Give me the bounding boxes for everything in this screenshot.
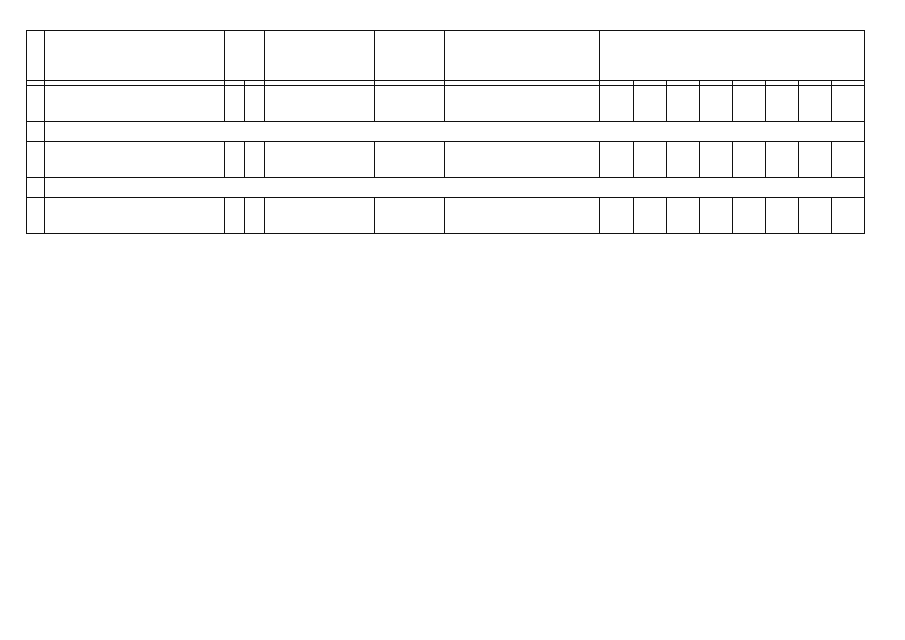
indicator-cell [445,198,600,234]
task-title [45,122,865,142]
row-number [27,86,45,122]
value-2019-cell [799,86,832,122]
executor-cell [265,142,375,178]
task-number [27,178,45,198]
header-tasks [45,31,225,81]
task-row [27,178,865,198]
value-2015-cell [667,86,700,122]
measure-cell [45,198,225,234]
indicator-cell [445,86,600,122]
task-row [27,122,865,142]
value-2016-cell [700,86,733,122]
total-cell [600,142,634,178]
value-2018-cell [766,142,799,178]
value-2020-cell [832,86,865,122]
table-row [27,198,865,234]
value-2014-cell [634,142,667,178]
value-2019-cell [799,142,832,178]
value-2016-cell [700,198,733,234]
value-2018-cell [766,86,799,122]
funding-cell [375,86,445,122]
header-period [225,31,265,81]
funding-cell [375,198,445,234]
start-year-cell [225,142,245,178]
value-2017-cell [733,86,766,122]
header-funding [375,31,445,81]
funding-cell [375,142,445,178]
executor-cell [265,198,375,234]
total-cell [600,198,634,234]
results-table [26,30,865,234]
header-executor [265,31,375,81]
value-2015-cell [667,142,700,178]
executor-cell [265,86,375,122]
end-year-cell [245,198,265,234]
value-2018-cell [766,198,799,234]
table-row [27,142,865,178]
total-cell [600,86,634,122]
table-row [27,86,865,122]
measure-cell [45,142,225,178]
row-number [27,198,45,234]
end-year-cell [245,142,265,178]
row-number [27,142,45,178]
measure-cell [45,86,225,122]
task-number [27,122,45,142]
header-values [600,31,865,81]
value-2015-cell [667,198,700,234]
value-2019-cell [799,198,832,234]
value-2020-cell [832,198,865,234]
task-title [45,178,865,198]
value-2014-cell [634,198,667,234]
start-year-cell [225,86,245,122]
value-2017-cell [733,142,766,178]
header-indicator [445,31,600,81]
value-2014-cell [634,86,667,122]
start-year-cell [225,198,245,234]
indicator-cell [445,142,600,178]
value-2016-cell [700,142,733,178]
value-2017-cell [733,198,766,234]
header-no [27,31,45,81]
value-2020-cell [832,142,865,178]
table-header-row [27,31,865,81]
end-year-cell [245,86,265,122]
